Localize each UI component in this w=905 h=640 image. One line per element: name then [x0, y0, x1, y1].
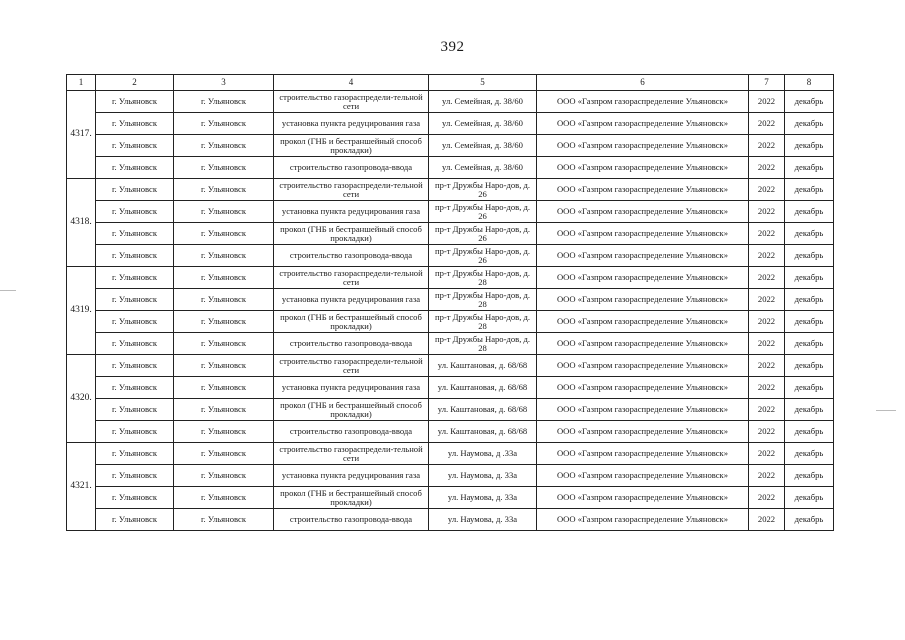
work-type-cell: прокол (ГНБ и бестраншейный способ прокладки) — [274, 311, 429, 333]
settlement-cell: г. Ульяновск — [174, 267, 274, 289]
address-cell: ул. Наумова, д .33а — [429, 443, 537, 465]
year-cell: 2022 — [749, 201, 785, 223]
work-type-cell: прокол (ГНБ и бестраншейный способ прокладки) — [274, 399, 429, 421]
organization-cell: ООО «Газпром газораспределение Ульяновск» — [537, 135, 749, 157]
column-header: 2 — [96, 75, 174, 91]
table-row — [67, 399, 834, 421]
organization-cell: ООО «Газпром газораспределение Ульяновск» — [537, 509, 749, 531]
month-cell: декабрь — [785, 267, 834, 289]
scan-mark — [0, 290, 16, 291]
work-type-cell: прокол (ГНБ и бестраншейный способ прокладки) — [274, 487, 429, 509]
organization-cell: ООО «Газпром газораспределение Ульяновск» — [537, 421, 749, 443]
organization-cell: ООО «Газпром газораспределение Ульяновск» — [537, 465, 749, 487]
month-cell: декабрь — [785, 509, 834, 531]
settlement-cell: г. Ульяновск — [174, 377, 274, 399]
settlement-cell: г. Ульяновск — [174, 465, 274, 487]
address-cell: ул. Семейная, д. 38/60 — [429, 91, 537, 113]
table-row — [67, 333, 834, 355]
table-row — [67, 487, 834, 509]
address-cell: ул. Семейная, д. 38/60 — [429, 113, 537, 135]
table-row — [67, 91, 834, 113]
district-cell: г. Ульяновск — [96, 245, 174, 267]
column-header: 4 — [274, 75, 429, 91]
table-row — [67, 465, 834, 487]
work-type-cell: прокол (ГНБ и бестраншейный способ прокладки) — [274, 135, 429, 157]
year-cell: 2022 — [749, 267, 785, 289]
month-cell: декабрь — [785, 443, 834, 465]
table-row — [67, 311, 834, 333]
work-type-cell: строительство газораспредели-тельной сети — [274, 267, 429, 289]
address-cell: ул. Наумова, д. 33а — [429, 509, 537, 531]
year-cell: 2022 — [749, 443, 785, 465]
month-cell: декабрь — [785, 399, 834, 421]
column-header: 7 — [749, 75, 785, 91]
table-row — [67, 135, 834, 157]
settlement-cell: г. Ульяновск — [174, 355, 274, 377]
address-cell: ул. Наумова, д. 33а — [429, 465, 537, 487]
page-number: 392 — [440, 39, 465, 55]
district-cell: г. Ульяновск — [96, 179, 174, 201]
organization-cell: ООО «Газпром газораспределение Ульяновск» — [537, 113, 749, 135]
month-cell: декабрь — [785, 355, 834, 377]
settlement-cell: г. Ульяновск — [174, 333, 274, 355]
work-type-cell: строительство газораспредели-тельной сети — [274, 355, 429, 377]
work-type-cell: прокол (ГНБ и бестраншейный способ прокладки) — [274, 223, 429, 245]
year-cell: 2022 — [749, 333, 785, 355]
organization-cell: ООО «Газпром газораспределение Ульяновск» — [537, 399, 749, 421]
object-number: 4318. — [67, 179, 96, 267]
object-number: 4321. — [67, 443, 96, 531]
table-row — [67, 443, 834, 465]
work-type-cell: строительство газораспредели-тельной сети — [274, 443, 429, 465]
address-cell: пр-т Дружбы Наро-дов, д. 28 — [429, 333, 537, 355]
month-cell: декабрь — [785, 333, 834, 355]
month-cell: декабрь — [785, 223, 834, 245]
address-cell: ул. Каштановая, д. 68/68 — [429, 421, 537, 443]
organization-cell: ООО «Газпром газораспределение Ульяновск» — [537, 355, 749, 377]
address-cell: пр-т Дружбы Наро-дов, д. 26 — [429, 179, 537, 201]
table-row — [67, 113, 834, 135]
district-cell: г. Ульяновск — [96, 91, 174, 113]
organization-cell: ООО «Газпром газораспределение Ульяновск» — [537, 157, 749, 179]
work-type-cell: установка пункта редуцирования газа — [274, 465, 429, 487]
data-table — [66, 74, 834, 531]
settlement-cell: г. Ульяновск — [174, 179, 274, 201]
settlement-cell: г. Ульяновск — [174, 135, 274, 157]
month-cell: декабрь — [785, 135, 834, 157]
year-cell: 2022 — [749, 487, 785, 509]
year-cell: 2022 — [749, 509, 785, 531]
work-type-cell: строительство газопровода-ввода — [274, 421, 429, 443]
table-row — [67, 355, 834, 377]
settlement-cell: г. Ульяновск — [174, 487, 274, 509]
settlement-cell: г. Ульяновск — [174, 201, 274, 223]
year-cell: 2022 — [749, 355, 785, 377]
district-cell: г. Ульяновск — [96, 157, 174, 179]
settlement-cell: г. Ульяновск — [174, 223, 274, 245]
address-cell: пр-т Дружбы Наро-дов, д. 26 — [429, 223, 537, 245]
organization-cell: ООО «Газпром газораспределение Ульяновск» — [537, 223, 749, 245]
settlement-cell: г. Ульяновск — [174, 113, 274, 135]
object-number: 4319. — [67, 267, 96, 355]
year-cell: 2022 — [749, 91, 785, 113]
year-cell: 2022 — [749, 289, 785, 311]
year-cell: 2022 — [749, 311, 785, 333]
address-cell: ул. Наумова, д. 33а — [429, 487, 537, 509]
district-cell: г. Ульяновск — [96, 113, 174, 135]
settlement-cell: г. Ульяновск — [174, 289, 274, 311]
year-cell: 2022 — [749, 135, 785, 157]
settlement-cell: г. Ульяновск — [174, 311, 274, 333]
district-cell: г. Ульяновск — [96, 465, 174, 487]
work-type-cell: строительство газораспредели-тельной сети — [274, 91, 429, 113]
organization-cell: ООО «Газпром газораспределение Ульяновск» — [537, 487, 749, 509]
header-row — [67, 75, 834, 91]
object-number: 4320. — [67, 355, 96, 443]
settlement-cell: г. Ульяновск — [174, 91, 274, 113]
table-row — [67, 289, 834, 311]
year-cell: 2022 — [749, 245, 785, 267]
address-cell: пр-т Дружбы Наро-дов, д. 28 — [429, 267, 537, 289]
district-cell: г. Ульяновск — [96, 399, 174, 421]
address-cell: пр-т Дружбы Наро-дов, д. 26 — [429, 245, 537, 267]
work-type-cell: установка пункта редуцирования газа — [274, 377, 429, 399]
month-cell: декабрь — [785, 289, 834, 311]
month-cell: декабрь — [785, 91, 834, 113]
work-type-cell: строительство газопровода-ввода — [274, 245, 429, 267]
table-row — [67, 179, 834, 201]
month-cell: декабрь — [785, 245, 834, 267]
organization-cell: ООО «Газпром газораспределение Ульяновск» — [537, 311, 749, 333]
table-row — [67, 267, 834, 289]
settlement-cell: г. Ульяновск — [174, 421, 274, 443]
work-type-cell: строительство газопровода-ввода — [274, 509, 429, 531]
settlement-cell: г. Ульяновск — [174, 245, 274, 267]
month-cell: декабрь — [785, 201, 834, 223]
scan-mark — [876, 410, 896, 411]
address-cell: ул. Семейная, д. 38/60 — [429, 157, 537, 179]
year-cell: 2022 — [749, 179, 785, 201]
work-type-cell: строительство газопровода-ввода — [274, 333, 429, 355]
district-cell: г. Ульяновск — [96, 509, 174, 531]
address-cell: пр-т Дружбы Наро-дов, д. 26 — [429, 201, 537, 223]
column-header: 1 — [67, 75, 96, 91]
settlement-cell: г. Ульяновск — [174, 399, 274, 421]
organization-cell: ООО «Газпром газораспределение Ульяновск» — [537, 333, 749, 355]
organization-cell: ООО «Газпром газораспределение Ульяновск» — [537, 289, 749, 311]
district-cell: г. Ульяновск — [96, 201, 174, 223]
settlement-cell: г. Ульяновск — [174, 157, 274, 179]
table-row — [67, 509, 834, 531]
month-cell: декабрь — [785, 311, 834, 333]
organization-cell: ООО «Газпром газораспределение Ульяновск» — [537, 91, 749, 113]
month-cell: декабрь — [785, 421, 834, 443]
year-cell: 2022 — [749, 157, 785, 179]
organization-cell: ООО «Газпром газораспределение Ульяновск» — [537, 267, 749, 289]
month-cell: декабрь — [785, 377, 834, 399]
work-type-cell: установка пункта редуцирования газа — [274, 289, 429, 311]
district-cell: г. Ульяновск — [96, 333, 174, 355]
year-cell: 2022 — [749, 399, 785, 421]
table-body — [67, 91, 834, 531]
table-row — [67, 223, 834, 245]
month-cell: декабрь — [785, 113, 834, 135]
address-cell: пр-т Дружбы Наро-дов, д. 28 — [429, 289, 537, 311]
address-cell: пр-т Дружбы Наро-дов, д. 28 — [429, 311, 537, 333]
district-cell: г. Ульяновск — [96, 487, 174, 509]
year-cell: 2022 — [749, 421, 785, 443]
district-cell: г. Ульяновск — [96, 135, 174, 157]
month-cell: декабрь — [785, 465, 834, 487]
table-row — [67, 377, 834, 399]
year-cell: 2022 — [749, 465, 785, 487]
address-cell: ул. Каштановая, д. 68/68 — [429, 399, 537, 421]
work-type-cell: строительство газопровода-ввода — [274, 157, 429, 179]
district-cell: г. Ульяновск — [96, 289, 174, 311]
year-cell: 2022 — [749, 377, 785, 399]
district-cell: г. Ульяновск — [96, 267, 174, 289]
district-cell: г. Ульяновск — [96, 355, 174, 377]
district-cell: г. Ульяновск — [96, 223, 174, 245]
year-cell: 2022 — [749, 113, 785, 135]
table-row — [67, 421, 834, 443]
work-type-cell: строительство газораспредели-тельной сети — [274, 179, 429, 201]
column-header: 8 — [785, 75, 834, 91]
table-row — [67, 245, 834, 267]
address-cell: ул. Каштановая, д. 68/68 — [429, 355, 537, 377]
address-cell: ул. Каштановая, д. 68/68 — [429, 377, 537, 399]
object-number: 4317. — [67, 91, 96, 179]
work-type-cell: установка пункта редуцирования газа — [274, 113, 429, 135]
month-cell: декабрь — [785, 487, 834, 509]
column-header: 6 — [537, 75, 749, 91]
column-header: 3 — [174, 75, 274, 91]
work-type-cell: установка пункта редуцирования газа — [274, 201, 429, 223]
organization-cell: ООО «Газпром газораспределение Ульяновск» — [537, 245, 749, 267]
district-cell: г. Ульяновск — [96, 311, 174, 333]
month-cell: декабрь — [785, 157, 834, 179]
district-cell: г. Ульяновск — [96, 377, 174, 399]
table-row — [67, 157, 834, 179]
settlement-cell: г. Ульяновск — [174, 443, 274, 465]
organization-cell: ООО «Газпром газораспределение Ульяновск» — [537, 201, 749, 223]
year-cell: 2022 — [749, 223, 785, 245]
month-cell: декабрь — [785, 179, 834, 201]
organization-cell: ООО «Газпром газораспределение Ульяновск» — [537, 179, 749, 201]
column-header: 5 — [429, 75, 537, 91]
district-cell: г. Ульяновск — [96, 443, 174, 465]
address-cell: ул. Семейная, д. 38/60 — [429, 135, 537, 157]
table-row — [67, 201, 834, 223]
organization-cell: ООО «Газпром газораспределение Ульяновск» — [537, 443, 749, 465]
district-cell: г. Ульяновск — [96, 421, 174, 443]
organization-cell: ООО «Газпром газораспределение Ульяновск» — [537, 377, 749, 399]
settlement-cell: г. Ульяновск — [174, 509, 274, 531]
